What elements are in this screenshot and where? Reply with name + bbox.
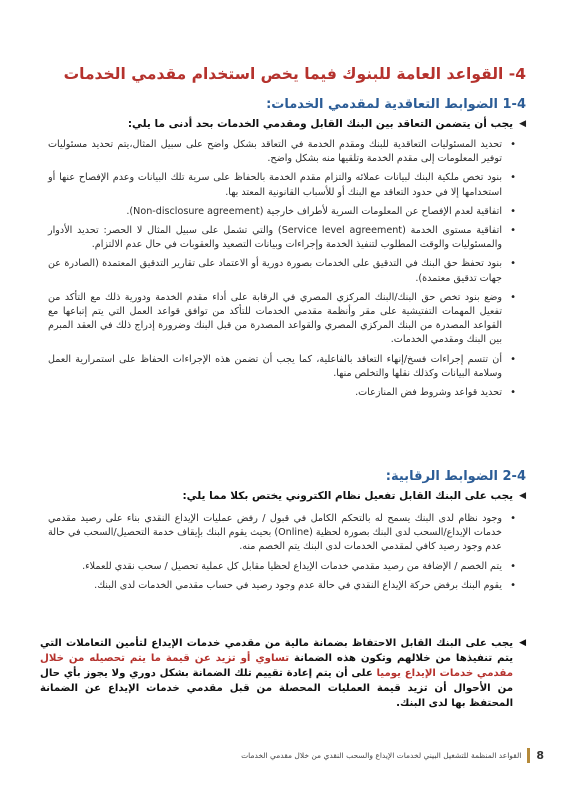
list-item: • وضع بنود تخص حق البنك/البنك المركزي المصري في الرقابة على أداء مقدم الخدمة ودورية ذلك مع التأكد من تفعيل المهمات التفتيشية على مقر وأنظمة مقدمي الخدمات للتأكد من توافق قواعد العمل التي يتم إتباعها مع القواعد المصدرة من البنك المركزي المصري والقواعد المصدرة من قبل البنك وضرورة إدراج ذلك في العقد المبرم بين البنك ومقدمي الخدمات. (48, 291, 516, 346)
triangle-bullet-icon: ◀ (519, 638, 526, 648)
section-2-lead (40, 489, 526, 504)
list-item: • بنود تخص ملكية البنك لبيانات عملائه والتزام مقدم الخدمة بالحفاظ على سرية تلك البيانات وعدم الإفصاح عنها أو استخدامها إلا في حدود التعاقد مع البنك أو للأسباب القانونية المعتد بها. (48, 172, 516, 198)
section-1-title: 1-4 الضوابط التعاقدية لمقدمي الخدمات: (266, 97, 526, 112)
section-2-title: 2-4 الضوابط الرقابية: (385, 469, 526, 484)
section-1-lead-text: يجب أن يتضمن التعاقد بين البنك القابل ومقدمي الخدمات بحد أدنى ما يلي: (127, 118, 514, 130)
footer-text: القواعد المنظمة للتشغيل البيني لخدمات الإيداع والسحب النقدي من خلال مقدمي الخدمات (241, 750, 522, 760)
list-item: • يقوم البنك برفض حركة الإيداع النقدي في حالة عدم وجود رصيد في حساب مقدمي الخدمات لدى البنك. (48, 579, 516, 593)
bullet-icon: • (510, 560, 516, 572)
footer-divider (527, 748, 530, 763)
bullet-icon: • (510, 513, 516, 524)
section-2-lead-text: يجب على البنك القابل تفعيل نظام الكتروني يختص بكلا مما يلي: (182, 490, 514, 502)
section-2-list (48, 512, 516, 598)
triangle-bullet-icon: ◀ (519, 119, 526, 129)
page-footer (40, 747, 544, 763)
list-item: • بنود تحفظ حق البنك في التدقيق على الخدمات بصورة دورية أو الاعتماد على تقارير التدقيق المعتمدة (الصادرة عن جهات تدقيق معتمدة). (48, 258, 516, 284)
bullet-icon: • (510, 139, 516, 150)
list-item: • اتفاقية مستوى الخدمة (Service level agreement) والتي تشمل على سبيل المثال لا الحصر: تحديد الأدوار والمسئوليات والوقت المطلوب لتنفيذ الخدمة وإجراءات وبيانات التصعيد والعقوبات في حال عدم الالتزام. (48, 225, 516, 251)
guarantee-text: يجب على البنك القابل الاحتفاظ بضمانة مالية من مقدمي خدمات الإيداع لتأمين التعاملات التي يتم تنفيذها من خلالهم وتكون هذه الضمانة تساوي أو تزيد عن قيمة ما يتم تحصيله من خلال مقدمي خدمات الإيداع يوميا على أن يتم إعادة تقييم تلك الضمانة بشكل دوري ولا يجوز بأي حال من الأحوال أن تزيد قيمة العمليات المحصلة من قبل مقدمي خدمات الإيداع عن الضمانة المحتفظ بها لدى البنك. (40, 638, 514, 709)
list-item: • أن تتسم إجراءات فسخ/إنهاء التعاقد بالفاعلية، كما يجب أن تضمن هذه الإجراءات الحفاظ على استمرارية العمل وسلامة البيانات وكذلك نقلها والتخلص منها. (48, 353, 516, 379)
list-item: • اتفاقية لعدم الإفصاح عن المعلومات السرية لأطراف خارجية (Non-disclosure agreement). (48, 205, 516, 219)
bullet-icon: • (510, 172, 516, 184)
triangle-bullet-icon: ◀ (519, 491, 526, 501)
list-item: • وجود نظام لدى البنك يسمح له بالتحكم الكامل في قبول / رفض عمليات الإيداع النقدي بناء على رصيد مقدمي خدمات الإيداع/السحب لدى البنك بصورة لحظية (Online) بحيث يقوم البنك بإيقاف خدمة التحصيل/السحب في حالة عدم وجود رصيد كافي لمقدمي الخدمات لدى البنك يتم الخصم منه. (48, 513, 516, 553)
list-item: • تحديد المسئوليات التعاقدية للبنك ومقدم الخدمة في التعاقد بشكل واضح على سبيل المثال،يتم تحديد مسئوليات توفير المعلومات إلى مقدم الخدمة وتلقيها منه بشكل واضح. (48, 139, 516, 165)
page-number: 8 (536, 748, 544, 762)
bullet-icon: • (510, 225, 516, 237)
page-title: 4- القواعد العامة للبنوك فيما يخص استخدام مقدمي الخدمات (63, 65, 526, 83)
bullet-icon: • (510, 291, 516, 303)
list-item: • يتم الخصم / الإضافة من رصيد مقدمي خدمات الإيداع لحظيا مقابل كل عملية تحصيل / سحب نقدي للعملاء. (48, 560, 516, 574)
bullet-icon: • (510, 579, 516, 591)
bullet-icon: • (510, 258, 516, 270)
bullet-icon: • (510, 205, 516, 217)
list-item: • تحديد قواعد وشروط فض المنازعات. (48, 386, 516, 400)
section-1-lead (40, 117, 526, 132)
section-1-list (48, 138, 516, 405)
bullet-icon: • (510, 387, 516, 399)
highlighted-text: تساوي أو تزيد عن قيمة ما يتم تحصيله من خلال مقدمي خدمات الإيداع يوميا (40, 653, 514, 679)
guarantee-requirement (40, 636, 526, 711)
bullet-icon: • (510, 353, 516, 365)
